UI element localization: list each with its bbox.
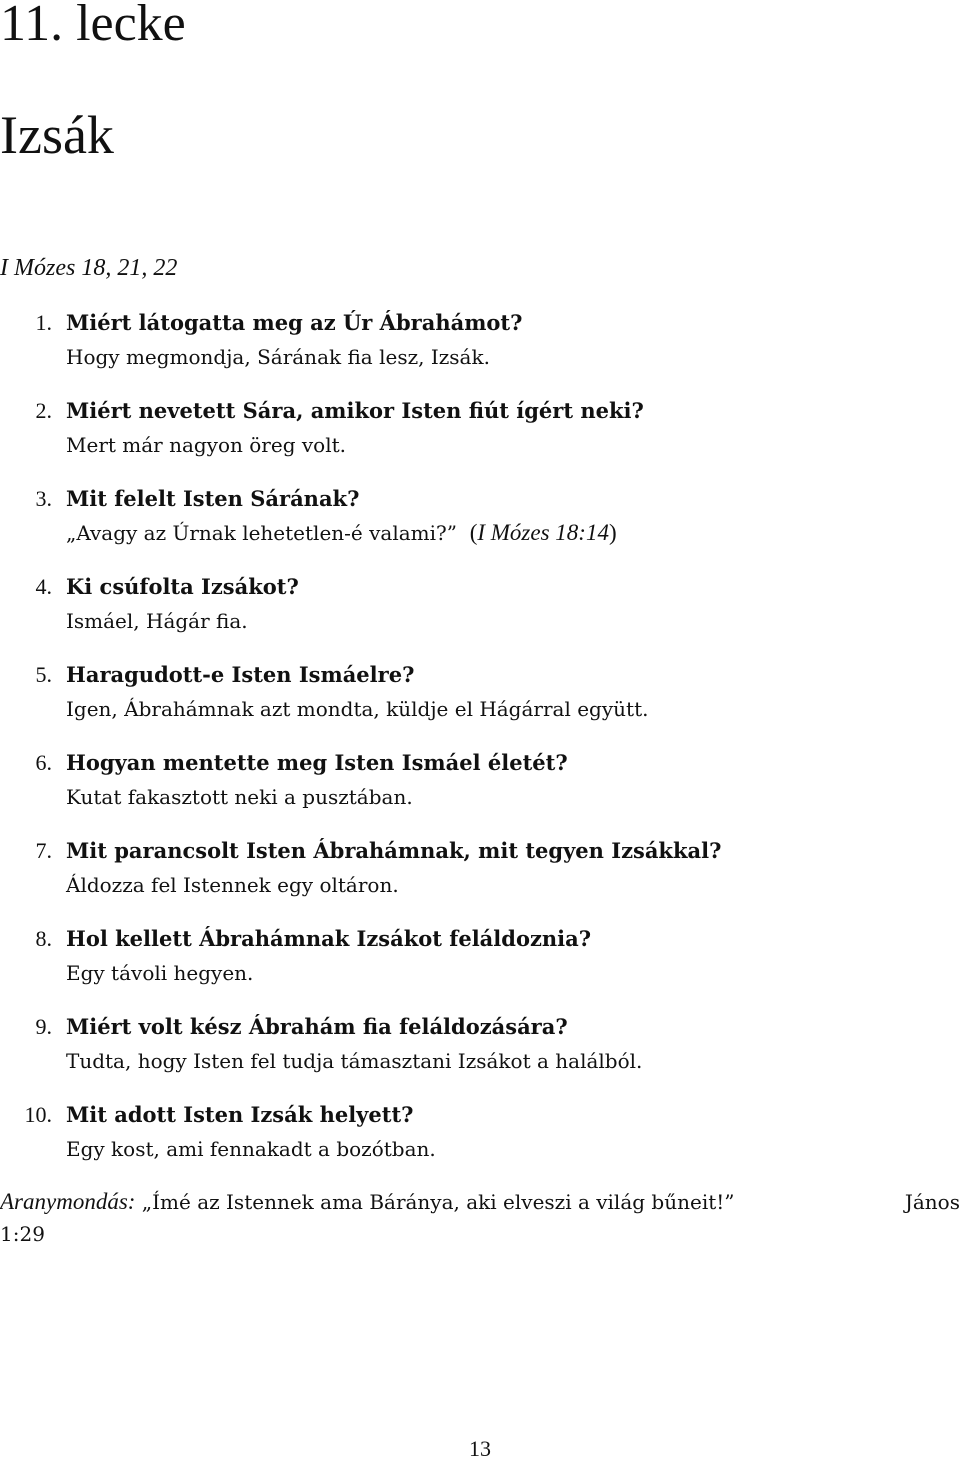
citation-close-paren: ) xyxy=(608,520,617,545)
golden-verse-source-ref: 1:29 xyxy=(0,1222,45,1246)
question-number: 2. xyxy=(35,398,52,423)
question-number: 7. xyxy=(35,838,52,863)
answer-with-citation xyxy=(66,516,617,550)
golden-verse-source-book: János xyxy=(904,1190,960,1214)
answer-text: Ismáel, Hágár fia. xyxy=(66,609,248,633)
question-number: 3. xyxy=(35,486,52,511)
question-item xyxy=(0,1098,960,1186)
scripture-reference: I Mózes 18, 21, 22 xyxy=(0,255,178,281)
question-text: Haragudott-e Isten Ismáelre? xyxy=(66,662,415,687)
question-text: Miért nevetett Sára, amikor Isten fiút ígért neki? xyxy=(66,398,644,423)
golden-verse-main xyxy=(0,1186,735,1218)
chapter-heading: 11. lecke xyxy=(0,0,186,52)
answer-text: Áldozza fel Istennek egy oltáron. xyxy=(66,873,399,897)
answer-text: Egy kost, ami fennakadt a bozótban. xyxy=(66,1137,436,1161)
lesson-title: Izsák xyxy=(0,105,114,165)
question-item xyxy=(0,482,960,570)
citation-verse: 18:14 xyxy=(555,520,609,545)
question-text: Mit parancsolt Isten Ábrahámnak, mit tegyen Izsákkal? xyxy=(66,838,722,863)
question-text: Ki csúfolta Izsákot? xyxy=(66,574,299,599)
question-list xyxy=(0,306,960,1186)
question-number: 8. xyxy=(35,926,52,951)
question-text: Mit adott Isten Izsák helyett? xyxy=(66,1102,414,1127)
question-text: Miért látogatta meg az Úr Ábrahámot? xyxy=(66,310,523,335)
answer-text: Tudta, hogy Isten fel tudja támasztani Izsákot a halálból. xyxy=(66,1049,643,1073)
question-number: 9. xyxy=(35,1014,52,1039)
answer-text: Igen, Ábrahámnak azt mondta, küldje el Hágárral együtt. xyxy=(66,697,649,721)
answer-text: Mert már nagyon öreg volt. xyxy=(66,433,346,457)
answer-citation xyxy=(470,520,617,545)
question-number: 10. xyxy=(24,1102,52,1127)
answer-text: Hogy megmondja, Sárának fia lesz, Izsák. xyxy=(66,345,490,369)
question-number: 6. xyxy=(35,750,52,775)
question-number: 5. xyxy=(35,662,52,687)
question-item xyxy=(0,922,960,1010)
question-number: 1. xyxy=(35,310,52,335)
question-item xyxy=(0,1010,960,1098)
question-text: Miért volt kész Ábrahám fia feláldozására? xyxy=(66,1014,568,1039)
question-item xyxy=(0,570,960,658)
citation-book: I Mózes xyxy=(477,520,550,545)
question-item xyxy=(0,834,960,922)
golden-verse-label: Aranymondás: xyxy=(0,1189,136,1214)
citation-open-paren: ( xyxy=(469,520,478,545)
answer-text: Kutat fakasztott neki a pusztában. xyxy=(66,785,413,809)
golden-verse-text: „Ímé az Istennek ama Báránya, aki elveszi a világ bűneit!” xyxy=(141,1190,735,1214)
question-text: Mit felelt Isten Sárának? xyxy=(66,486,360,511)
answer-text: „Avagy az Úrnak lehetetlen-é valami?” xyxy=(66,521,457,545)
question-number: 4. xyxy=(35,574,52,599)
answer-text: Egy távoli hegyen. xyxy=(66,961,254,985)
question-item xyxy=(0,306,960,394)
question-text: Hol kellett Ábrahámnak Izsákot feláldoznia? xyxy=(66,926,592,951)
question-item xyxy=(0,658,960,746)
golden-verse-line xyxy=(0,1186,960,1218)
question-text: Hogyan mentette meg Isten Ismáel életét? xyxy=(66,750,568,775)
page-number: 13 xyxy=(469,1436,491,1461)
question-item xyxy=(0,746,960,834)
question-item xyxy=(0,394,960,482)
golden-verse xyxy=(0,1186,960,1250)
